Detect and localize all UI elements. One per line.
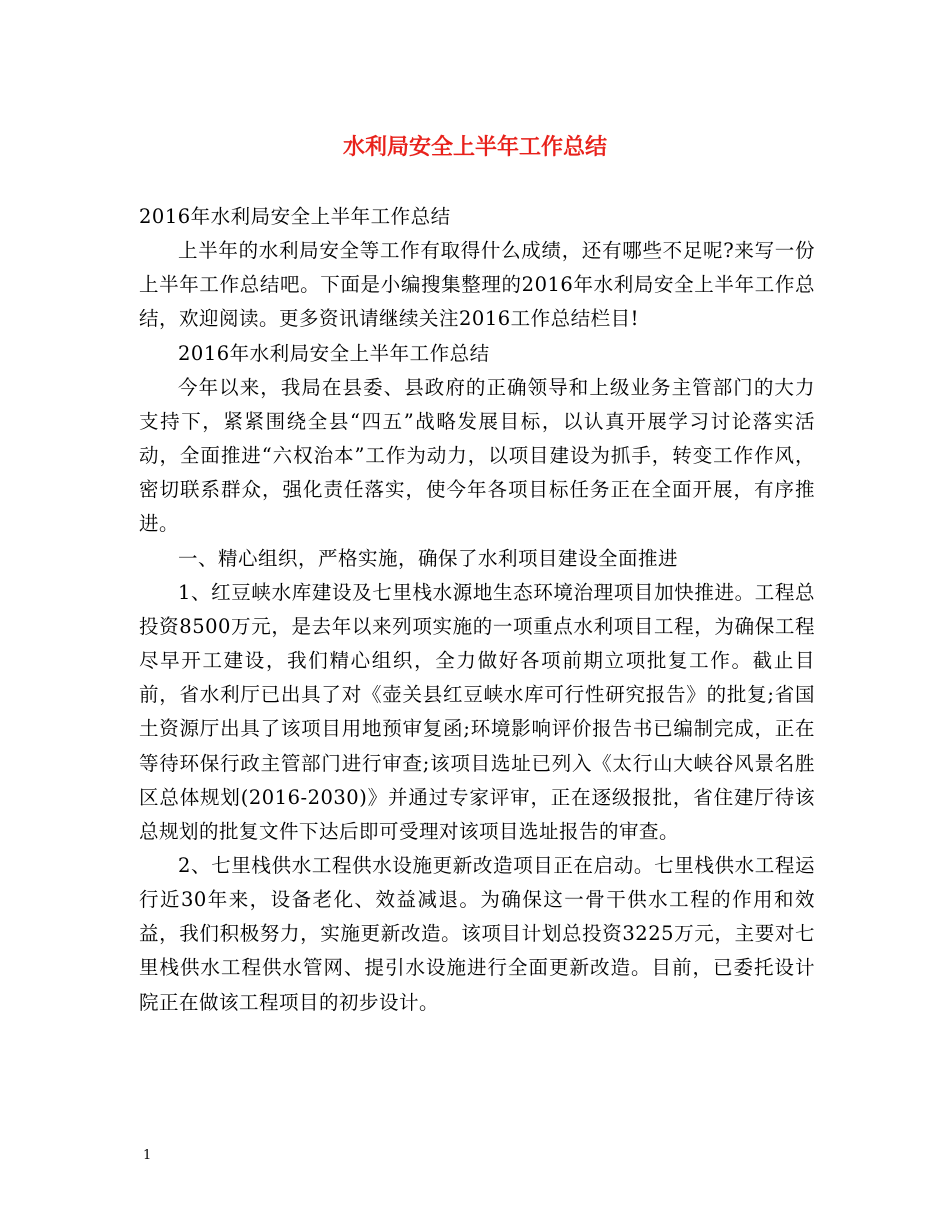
page-number: 1 — [143, 1148, 152, 1163]
section-heading-paragraph: 2016年水利局安全上半年工作总结 — [178, 341, 490, 365]
subtitle-paragraph: 2016年水利局安全上半年工作总结 — [139, 205, 451, 228]
intro-paragraph: 上半年的水利局安全等工作有取得什么成绩，还有哪些不足呢?来写一份上半年工作总结吧。下面是小编搜集整理的2016年水利局安全上半年工作总结，欢迎阅读。更多资讯请继续关注2016工作总结栏目! — [139, 239, 815, 331]
overview-paragraph: 今年以来，我局在县委、县政府的正确领导和上级业务主管部门的大力支持下，紧紧围绕全县“四五”战略发展目标，以认真开展学习讨论落实活动，全面推进“六权治本”工作为动力，以项目建设为抓手，转变工作作风，密切联系群众，强化责任落实，使今年各项目标任务正在全面开展，有序推进。 — [139, 375, 815, 536]
item-two-paragraph: 2、七里栈供水工程供水设施更新改造项目正在启动。七里栈供水工程运行近30年来，设备老化、效益减退。为确保这一骨干供水工程的作用和效益，我们积极努力，实施更新改造。该项目计划总投资3225万元，主要对七里栈供水工程供水管网、提引水设施进行全面更新改造。目前，已委托设计院正在做该工程项目的初步设计。 — [139, 853, 815, 1014]
document-title: 水利局安全上半年工作总结 — [342, 135, 607, 160]
section-one-heading: 一、精心组织，严格实施，确保了水利项目建设全面推进 — [178, 546, 679, 570]
item-one-paragraph: 1、红豆峡水库建设及七里栈水源地生态环境治理项目加快推进。工程总投资8500万元，是去年以来列项实施的一项重点水利项目工程，为确保工程尽早开工建设，我们精心组织，全力做好各项前期立项批复工作。截止目前，省水利厅已出具了对《壶关县红豆峡水库可行性研究报告》的批复;省国土资源厅出具了该项目用地预审复函;环境影响评价报告书已编制完成，正在等待环保行政主管部门进行审查;该项目选址已列入《太行山大峡谷风景名胜区总体规划(2016-2030)》并通过专家评审，正在逐级报批，省住建厅待该总规划的批复文件下达后即可受理对该项目选址报告的审查。 — [139, 580, 815, 843]
document-body — [139, 200, 815, 1020]
